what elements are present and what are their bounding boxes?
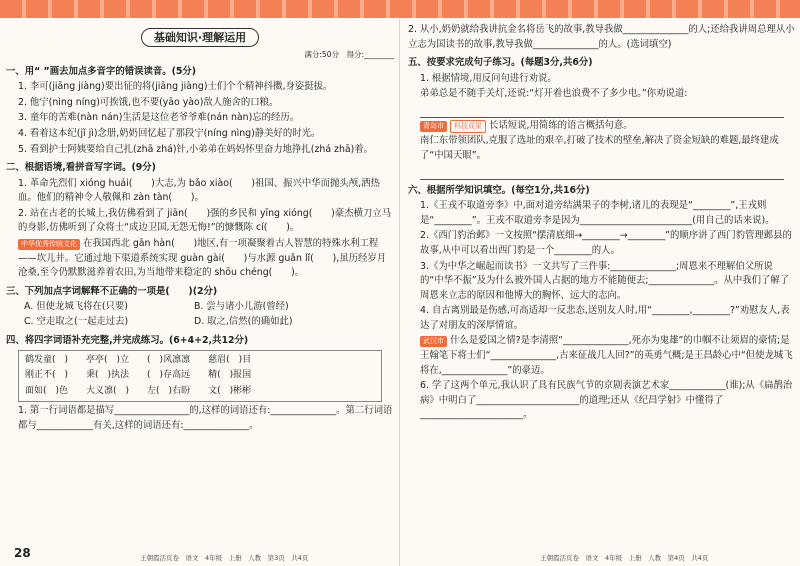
question-text — [6, 237, 394, 281]
question-text — [6, 96, 394, 111]
region-tag: 中华优秀传统文化 — [18, 239, 80, 250]
question-text — [408, 334, 796, 378]
section-heading — [6, 161, 394, 176]
option-item[interactable]: A. 但使龙城飞将在(只要) — [24, 301, 128, 313]
question-text — [408, 229, 796, 258]
text: 五、按要求完成句子练习。(每题3分,共6分) — [408, 57, 593, 69]
decorative-band — [0, 0, 800, 18]
text: 六、根据所学知识填空。(每空1分,共16分) — [408, 184, 590, 196]
text: 长话短说,用简练的语言概括句意。 — [489, 119, 633, 131]
options-list — [6, 300, 394, 329]
region-tag: 武汉市 — [420, 336, 447, 347]
question-text — [408, 23, 796, 52]
section-heading — [6, 65, 394, 80]
question-text — [6, 207, 394, 236]
grid-row: 刚正不( ) 秉( )执法 ( )存高远 精( )报国 — [25, 370, 252, 381]
text: 在我国西北 gān hàn( )地区,有一项凝聚着古人智慧的特殊水利工程——坎儿井。它通过地下渠道系统实现 guàn gài( )与水源 guǎn lǐ( ),虽历经岁月沧桑,至今仍默默滋养着农田,为当地带来稳定的 shōu chéng( )。 — [18, 238, 387, 279]
region-tag: 青岛市 — [420, 121, 447, 132]
question-text — [408, 119, 796, 134]
section-heading — [6, 285, 394, 300]
page-number: 28 — [14, 546, 31, 560]
text: 4. 自古离别最是伤感,可高适却一反悲态,送别友人时,用“________,________?”劝慰友人,表达了对朋友的深厚情谊。 — [420, 305, 790, 331]
question-text — [408, 134, 796, 163]
text: 1. 革命先烈们 xióng huái( )大志,为 bǎo xiào( )祖国、振兴中华而抛头颅,洒热血。他们的精神令人敬佩和 zàn tàn( )。 — [18, 177, 380, 204]
text: 2. 他宁(nìng níng)可挨饿,也不要(yāo yào)敌人施舍的口粮。 — [18, 96, 279, 108]
left-column — [6, 22, 394, 434]
answer-line[interactable] — [420, 165, 784, 180]
question-text — [6, 177, 394, 206]
column-divider — [399, 18, 400, 566]
question-text — [6, 404, 394, 433]
question-text — [408, 379, 796, 423]
answer-line[interactable] — [420, 103, 784, 118]
option-item[interactable]: C. 空走取之(一起走过去) — [24, 315, 129, 327]
option-item[interactable]: B. 尝与诸小儿游(曾经) — [194, 301, 289, 313]
text: 一、用“ ”画去加点多音字的错误读音。(5分) — [6, 65, 197, 77]
text: 6. 学了这两个单元,我认识了具有民族气节的京剧表演艺术家____________(谁);从《扁鹊治病》中明白了______________________的道理;还从《纪昌学射》中懂得了______________________。 — [420, 380, 793, 421]
word-grid — [18, 350, 382, 402]
topic-tag: 科技成果 — [450, 120, 486, 133]
grid-row: 鹤发童( ) 亭亭( )立 ( )风凛凛 慈眉( )目 — [25, 355, 252, 366]
text: 5. 看到护士阿姨要给自己扎(zhā zhá)针,小弟弟在妈妈怀里奋力地挣扎(zhá zhā)着。 — [18, 143, 374, 155]
text: 2.《西门豹治邺》一文按照“摆清底细→________→________”的顺序讲了西门豹管理邺县的故事,从中可以看出西门豹是一个________的人。 — [420, 230, 792, 256]
grid-row: 面如( )色 大义凛( ) 左( )右盼 文( )彬彬 — [25, 385, 252, 396]
text: 1. 根据情境,用反问句进行劝说。 — [420, 72, 557, 84]
option-item[interactable]: D. 取之,信然(的确如此) — [194, 315, 293, 327]
question-text — [408, 260, 796, 304]
text: 3. 童年的苦难(nàn nán)生活是这位老爷爷难(nán nàn)忘的经历。 — [18, 112, 300, 124]
question-text — [408, 199, 796, 228]
section-heading — [408, 56, 796, 71]
title-text: 基础知识·理解运用 — [141, 28, 259, 47]
text: 1. 李可(jiāng jiàng)要出征的将(jiāng jiàng)士们个个精神抖擞,身姿挺拔。 — [18, 81, 333, 93]
question-text — [408, 304, 796, 333]
page-title — [6, 28, 394, 47]
footer-left: 王朝霞活页卷 语文 4年级 上册 人教 第3页 共4页 — [140, 554, 309, 562]
text: 3.《为中华之崛起而读书》一文共写了三件事:______________;周恩来不理解伯父所说的“中华不振”及为什么被外国人占据的地方不能随便去;______________。从中我们了解了周恩来立志的原因和他博大的胸怀、远大的志向。 — [420, 260, 790, 301]
text: 什么是爱国之情?是李清照“______________,死亦为鬼雄”的巾帼不让须眉的豪情;是王翰笔下将士们“______________,古来征战几人回?”的英勇气概;是王昌龄心中“但使龙城飞将在,______________”的豪迈。 — [420, 335, 793, 376]
right-column — [408, 22, 796, 424]
question-text — [6, 127, 394, 142]
section-heading — [6, 334, 394, 349]
question-text — [6, 80, 394, 95]
question-text — [6, 111, 394, 126]
text: 1. 第一行词语都是描写________________的,这样的词语还有:______________。第二行词语都与____________有关,这样的词语还有:______________。 — [18, 404, 393, 431]
text: 4. 看着这本纪(jǐ jì)念册,奶奶回忆起了那段宁(níng nìng)静美好的时光。 — [18, 127, 321, 139]
text: 弟弟总是不随手关灯,还说:“灯开着也浪费不了多少电。”你劝说道: — [420, 88, 688, 100]
text: 二、根据语境,看拼音写字词。(9分) — [6, 162, 156, 174]
footer-right: 王朝霞活页卷 语文 4年级 上册 人教 第4页 共4页 — [540, 554, 709, 562]
text: 四、将四字词语补充完整,并完成练习。(6+4+2,共12分) — [6, 334, 249, 346]
text: 南仁东带领团队,克服了选址的艰辛,打破了技术的壁垒,解决了资金短缺的难题,最终建成了“中国天眼”。 — [420, 135, 779, 162]
question-text — [408, 87, 796, 102]
question-text — [408, 72, 796, 87]
score-line: 满分:50分 得分:________ — [304, 50, 394, 60]
text: 1.《王戎不取道旁李》中,面对道旁结满果子的李树,诸儿的表现是“________”,王戎则是“________”。王戎不取道旁李是因为________________________(用自己的话来说)。 — [420, 200, 775, 226]
question-text — [6, 143, 394, 158]
text: 2. 从小,奶奶就给我讲抗金名将岳飞的故事,教导我做______________的人;还给我讲周总理从小立志为国读书的故事,教导我做______________的人。(选词填空) — [408, 24, 795, 50]
text: 2. 站在古老的长城上,我仿佛看到了 jiān( )强的乡民和 yīng xióng( )豪杰横刀立马的身影,仿佛听到了众将士“成边卫国,无怨无悔!”的慷慨陈 cí( )。 — [18, 207, 392, 234]
section-heading — [408, 184, 796, 199]
text: 三、下列加点字词解释不正确的一项是( )(2分) — [6, 285, 218, 297]
